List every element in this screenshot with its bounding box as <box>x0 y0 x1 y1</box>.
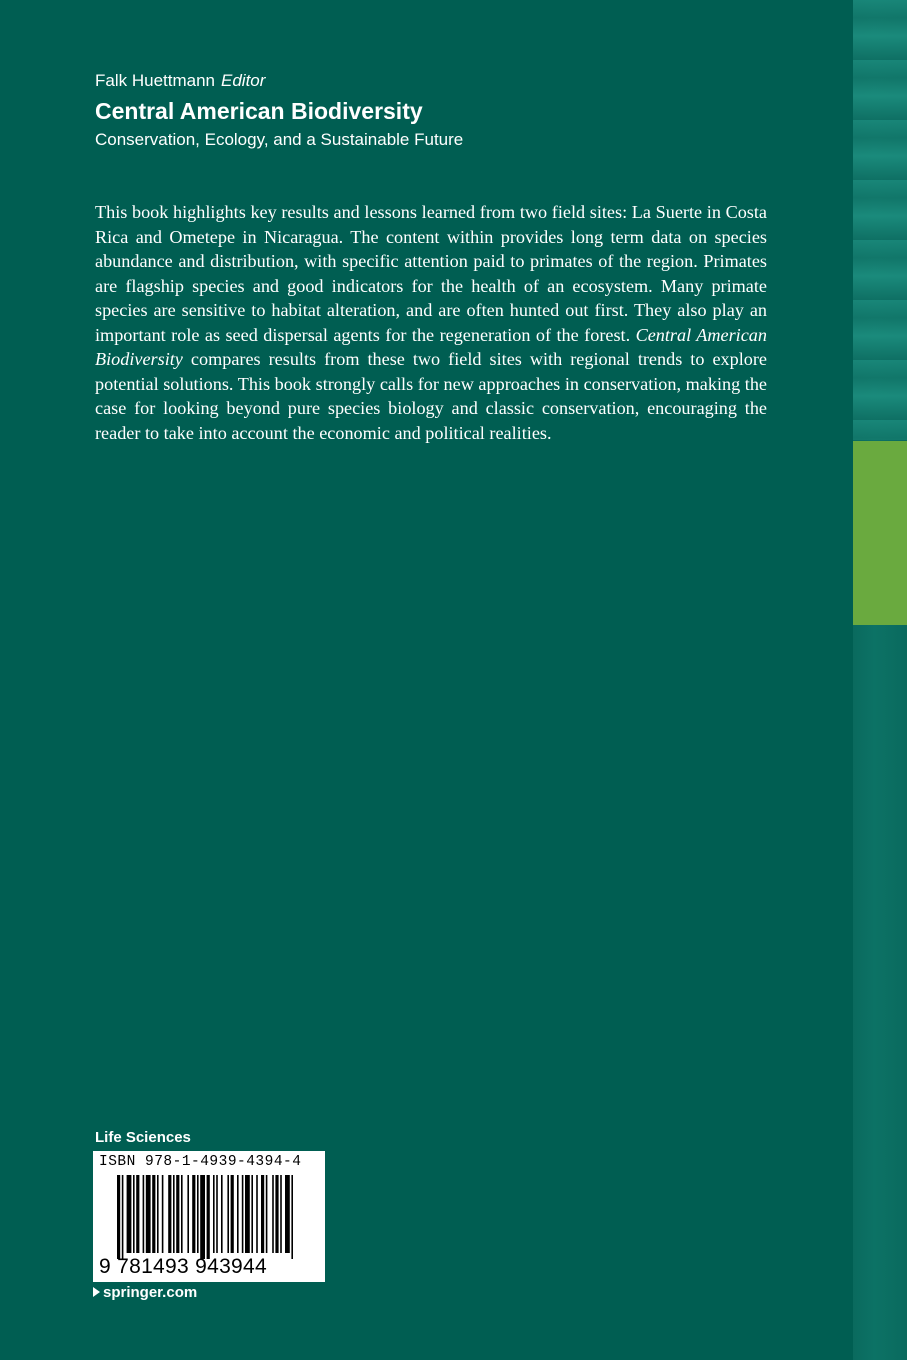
barcode-bar <box>237 1175 239 1253</box>
barcode-bar <box>256 1175 258 1253</box>
barcode-bar <box>231 1175 234 1253</box>
barcode-bar <box>200 1175 205 1259</box>
book-subtitle: Conservation, Ecology, and a Sustainable Future <box>95 130 464 149</box>
barcode-bar <box>122 1175 124 1259</box>
barcode-bar <box>127 1175 132 1253</box>
barcode-digits: 9 781493 943944 <box>99 1255 267 1278</box>
barcode-bar <box>261 1175 264 1253</box>
barcode-bar <box>197 1175 199 1253</box>
barcode-bar <box>173 1175 175 1253</box>
subject-category: Life Sciences <box>95 1129 191 1146</box>
barcode-bar <box>187 1175 189 1253</box>
barcode-bar <box>251 1175 253 1253</box>
description-part-2: compares results from these two field sites with regional trends to explore potential solutions. This book strongly calls for new approaches in conservation, making the case for looking beyond pure species biology and classic conservation, encouraging the reader to take into account the economic and political realities. <box>95 349 767 443</box>
barcode <box>93 1151 325 1282</box>
barcode-bar <box>146 1175 151 1253</box>
description-part-1: This book highlights key results and lessons learned from two field sites: La Suerte in Costa Rica and Ometepe in Nicaragua. The content within provides long term data on species abundance and distribution, with specific attention paid to primates of the region. Primates are flagship species and good indicators for the health of an ecosystem. Many primate species are sensitive to habitat alteration, and are often hunted out first. They also play an important role as seed dispersal agents for the regeneration of the forest. <box>95 202 767 345</box>
website-label: springer.com <box>103 1284 198 1301</box>
barcode-bar <box>221 1175 223 1253</box>
barcode-bar <box>242 1175 244 1253</box>
barcode-bar <box>216 1175 218 1253</box>
barcode-bar <box>245 1175 250 1253</box>
barcode-bar <box>280 1175 282 1253</box>
isbn-label: ISBN 978-1-4939-4394-4 <box>99 1154 302 1170</box>
barcode-bar <box>181 1175 183 1253</box>
barcode-bar <box>285 1175 290 1253</box>
editor-role: Editor <box>221 71 266 90</box>
barcode-bar <box>266 1175 268 1253</box>
barcode-bar <box>168 1175 171 1253</box>
arrow-right-icon <box>93 1287 100 1297</box>
book-header <box>95 70 795 152</box>
author-line <box>95 70 795 92</box>
barcode-bar <box>176 1175 179 1253</box>
author-name: Falk Huettmann <box>95 71 215 90</box>
description-title-italic: Central American Biodiversity <box>95 324 767 369</box>
book-title: Central American Biodiversity <box>95 98 423 124</box>
website-link[interactable] <box>93 1283 197 1303</box>
barcode-bar <box>291 1175 293 1259</box>
color-tab <box>853 441 907 625</box>
barcode-bar <box>117 1175 120 1259</box>
barcode-bar <box>162 1175 164 1253</box>
spine-texture <box>853 0 907 440</box>
barcode-bar <box>133 1175 135 1253</box>
barcode-bar <box>207 1175 210 1259</box>
barcode-bar <box>227 1175 229 1253</box>
barcode-bar <box>136 1175 139 1253</box>
barcode-bar <box>157 1175 159 1253</box>
barcode-bar <box>275 1175 278 1253</box>
barcode-bar <box>213 1175 215 1253</box>
barcode-bar <box>152 1175 155 1253</box>
barcode-bar <box>192 1175 195 1253</box>
barcode-bar <box>272 1175 274 1253</box>
book-description <box>95 200 767 445</box>
barcode-bar <box>143 1175 145 1253</box>
